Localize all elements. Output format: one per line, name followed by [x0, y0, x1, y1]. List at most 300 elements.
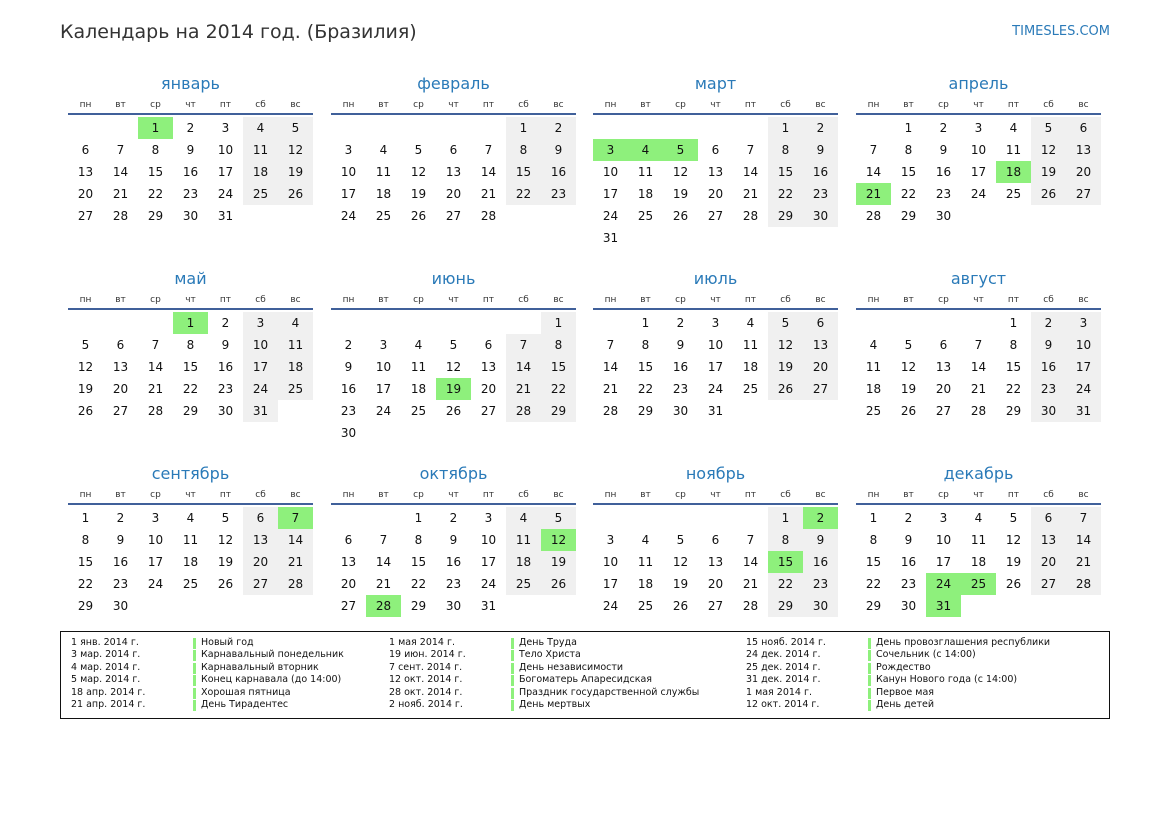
month-name: октябрь	[419, 464, 488, 483]
day-cell: 15	[410, 555, 427, 569]
days-grid	[68, 117, 313, 227]
legend-row	[746, 649, 1050, 661]
day-cell: 23	[935, 187, 952, 201]
empty-cell	[733, 117, 768, 139]
weekend-day-cell: 26	[768, 378, 803, 400]
day-cell: 22	[1005, 382, 1022, 396]
month-block	[331, 268, 576, 444]
day-cell: 17	[480, 555, 497, 569]
legend-date: 1 мая 2014 г.	[746, 686, 812, 698]
legend-holiday-name: Первое мая	[876, 686, 934, 698]
day-cell: 4	[186, 511, 195, 525]
day-cell: 29	[1005, 404, 1022, 418]
legend-holiday-name: Конец карнавала (до 14:00)	[201, 674, 342, 686]
month-name: февраль	[417, 74, 490, 93]
weekday-label: вт	[903, 100, 914, 110]
legend-column	[746, 637, 1050, 711]
weekend-day-cell: 11	[506, 529, 541, 551]
day-cell: 21	[742, 187, 759, 201]
day-cell: 19	[217, 555, 234, 569]
weekday-header	[593, 488, 838, 503]
day-cell: 9	[676, 338, 685, 352]
legend-row	[746, 637, 1050, 649]
day-cell: 6	[344, 533, 353, 547]
day-cell: 30	[112, 599, 129, 613]
weekend-day-cell: 31	[1066, 400, 1101, 422]
days-grid	[331, 312, 576, 444]
legend-holiday-name: День независимости	[519, 661, 624, 673]
month-block	[856, 463, 1101, 617]
legend-holiday-name: Сочельник (с 14:00)	[876, 649, 976, 661]
day-cell: 20	[935, 382, 952, 396]
holiday-day-cell: 18	[996, 161, 1031, 183]
day-cell: 24	[340, 209, 357, 223]
weekend-day-cell: 19	[768, 356, 803, 378]
weekday-label: ср	[413, 295, 424, 305]
day-cell: 1	[414, 511, 423, 525]
day-cell: 23	[340, 404, 357, 418]
day-cell: 3	[939, 511, 948, 525]
empty-cell	[698, 507, 733, 529]
weekend-day-cell: 6	[1066, 117, 1101, 139]
month-block	[593, 463, 838, 617]
day-cell: 16	[340, 382, 357, 396]
day-cell: 25	[375, 209, 392, 223]
day-cell: 9	[186, 143, 195, 157]
day-cell: 8	[186, 338, 195, 352]
day-cell: 2	[676, 316, 685, 330]
day-cell: 5	[1009, 511, 1018, 525]
holiday-day-cell: 1	[138, 117, 173, 139]
weekend-day-cell: 28	[278, 573, 313, 595]
weekday-label: чт	[448, 100, 459, 110]
day-cell: 6	[939, 338, 948, 352]
weekend-day-cell: 11	[243, 139, 278, 161]
weekday-label: пт	[744, 295, 757, 305]
days-grid	[331, 507, 576, 617]
weekday-label: пн	[604, 490, 617, 500]
legend-marker	[511, 663, 514, 674]
weekend-day-cell: 19	[278, 161, 313, 183]
weekend-day-cell: 7	[1066, 507, 1101, 529]
legend-holiday-name: День детей	[876, 698, 935, 710]
day-cell: 9	[904, 533, 913, 547]
weekday-label: пт	[219, 295, 232, 305]
day-cell: 21	[602, 382, 619, 396]
legend-row	[71, 662, 344, 674]
day-cell: 22	[77, 577, 94, 591]
day-cell: 3	[974, 121, 983, 135]
day-cell: 28	[742, 599, 759, 613]
day-cell: 12	[77, 360, 94, 374]
weekday-label: вт	[640, 295, 651, 305]
empty-cell	[366, 117, 401, 139]
empty-cell	[103, 312, 138, 334]
day-cell: 5	[904, 338, 913, 352]
day-cell: 20	[707, 577, 724, 591]
holiday-day-cell: 24	[926, 573, 961, 595]
weekend-day-cell: 14	[1066, 529, 1101, 551]
day-cell: 11	[637, 555, 654, 569]
weekday-label: чт	[448, 490, 459, 500]
legend-marker	[193, 638, 196, 649]
header-rule	[331, 113, 576, 115]
day-cell: 31	[707, 404, 724, 418]
day-cell: 28	[480, 209, 497, 223]
day-cell: 24	[602, 209, 619, 223]
weekday-label: вт	[903, 490, 914, 500]
site-link[interactable]: TIMESLES.COM	[1012, 24, 1110, 39]
day-cell: 14	[742, 555, 759, 569]
weekday-label: сб	[1043, 490, 1054, 500]
legend-row	[389, 699, 699, 711]
day-cell: 12	[900, 360, 917, 374]
legend-row	[746, 674, 1050, 686]
weekend-day-cell: 13	[803, 334, 838, 356]
weekend-day-cell: 29	[768, 595, 803, 617]
day-cell: 24	[480, 577, 497, 591]
legend-holiday-name: Праздник государственной службы	[519, 686, 700, 698]
day-cell: 31	[602, 231, 619, 245]
legend-date: 7 сент. 2014 г.	[389, 661, 463, 673]
day-cell: 14	[602, 360, 619, 374]
days-grid	[856, 312, 1101, 422]
day-cell: 9	[449, 533, 458, 547]
weekday-header	[331, 98, 576, 113]
legend-row	[71, 637, 344, 649]
weekday-label: вт	[640, 490, 651, 500]
empty-cell	[366, 507, 401, 529]
weekday-label: пн	[867, 295, 880, 305]
empty-cell	[401, 312, 436, 334]
weekday-label: ср	[413, 100, 424, 110]
day-cell: 29	[900, 209, 917, 223]
day-cell: 10	[217, 143, 234, 157]
day-cell: 8	[641, 338, 650, 352]
legend-row	[389, 649, 699, 661]
day-cell: 29	[182, 404, 199, 418]
day-cell: 12	[672, 165, 689, 179]
holiday-day-cell: 19	[436, 378, 471, 400]
day-cell: 27	[445, 209, 462, 223]
weekend-day-cell: 14	[506, 356, 541, 378]
weekday-label: сб	[255, 490, 266, 500]
day-cell: 10	[602, 165, 619, 179]
weekday-label: вт	[115, 295, 126, 305]
weekend-day-cell: 31	[243, 400, 278, 422]
day-cell: 18	[375, 187, 392, 201]
day-cell: 4	[1009, 121, 1018, 135]
day-cell: 26	[217, 577, 234, 591]
days-grid	[856, 117, 1101, 227]
month-name: январь	[161, 74, 220, 93]
day-cell: 5	[81, 338, 90, 352]
legend-holiday-name: Новый год	[201, 637, 254, 648]
weekend-day-cell: 6	[803, 312, 838, 334]
weekend-day-cell: 13	[1031, 529, 1066, 551]
day-cell: 25	[637, 599, 654, 613]
weekday-label: пн	[867, 100, 880, 110]
day-cell: 17	[707, 360, 724, 374]
weekend-day-cell: 18	[243, 161, 278, 183]
weekend-day-cell: 24	[1066, 378, 1101, 400]
weekend-day-cell: 3	[243, 312, 278, 334]
day-cell: 23	[182, 187, 199, 201]
day-cell: 3	[221, 121, 230, 135]
day-cell: 26	[1005, 577, 1022, 591]
empty-cell	[401, 117, 436, 139]
legend-row	[389, 637, 699, 649]
day-cell: 11	[182, 533, 199, 547]
day-cell: 15	[182, 360, 199, 374]
day-cell: 25	[1005, 187, 1022, 201]
day-cell: 14	[865, 165, 882, 179]
weekday-label: пн	[604, 100, 617, 110]
month-block	[856, 73, 1101, 227]
weekday-label: пт	[219, 100, 232, 110]
day-cell: 11	[865, 360, 882, 374]
weekday-label: вс	[290, 490, 301, 500]
day-cell: 17	[970, 165, 987, 179]
legend-date: 15 нояб. 2014 г.	[746, 637, 826, 648]
month-name: май	[174, 269, 207, 288]
header-rule	[856, 308, 1101, 310]
header-rule	[68, 113, 313, 115]
day-cell: 16	[445, 555, 462, 569]
weekend-day-cell: 2	[541, 117, 576, 139]
legend-holiday-name: День Труда	[519, 637, 577, 648]
header-rule	[68, 308, 313, 310]
day-cell: 1	[1009, 316, 1018, 330]
day-cell: 12	[672, 555, 689, 569]
day-cell: 21	[375, 577, 392, 591]
weekend-day-cell: 21	[506, 378, 541, 400]
day-cell: 16	[672, 360, 689, 374]
empty-cell	[68, 117, 103, 139]
day-cell: 10	[375, 360, 392, 374]
weekday-header	[331, 488, 576, 503]
weekday-label: вс	[1078, 490, 1089, 500]
weekday-label: ср	[938, 490, 949, 500]
day-cell: 14	[112, 165, 129, 179]
weekday-label: вс	[1078, 295, 1089, 305]
month-block	[331, 73, 576, 227]
empty-cell	[103, 117, 138, 139]
day-cell: 15	[147, 165, 164, 179]
weekend-day-cell: 15	[541, 356, 576, 378]
day-cell: 27	[935, 404, 952, 418]
weekend-day-cell: 28	[1066, 573, 1101, 595]
day-cell: 18	[637, 187, 654, 201]
day-cell: 3	[484, 511, 493, 525]
day-cell: 29	[865, 599, 882, 613]
weekend-day-cell: 19	[1031, 161, 1066, 183]
weekend-day-cell: 28	[506, 400, 541, 422]
empty-cell	[733, 507, 768, 529]
legend-marker	[868, 650, 871, 661]
empty-cell	[663, 117, 698, 139]
weekday-label: пн	[79, 295, 92, 305]
empty-cell	[856, 312, 891, 334]
empty-cell	[698, 117, 733, 139]
weekday-header	[593, 293, 838, 308]
weekend-day-cell: 22	[541, 378, 576, 400]
weekend-day-cell: 18	[278, 356, 313, 378]
weekday-label: вт	[378, 295, 389, 305]
weekday-label: пт	[219, 490, 232, 500]
weekday-header	[68, 293, 313, 308]
day-cell: 14	[480, 165, 497, 179]
day-cell: 22	[900, 187, 917, 201]
legend-marker	[868, 700, 871, 711]
day-cell: 10	[147, 533, 164, 547]
weekend-day-cell: 26	[541, 573, 576, 595]
weekday-label: вс	[815, 100, 826, 110]
day-cell: 19	[1005, 555, 1022, 569]
day-cell: 24	[602, 599, 619, 613]
weekday-label: сб	[518, 100, 529, 110]
day-cell: 7	[379, 533, 388, 547]
day-cell: 8	[904, 143, 913, 157]
day-cell: 27	[340, 599, 357, 613]
day-cell: 26	[77, 404, 94, 418]
weekday-label: ср	[675, 490, 686, 500]
day-cell: 19	[900, 382, 917, 396]
legend-row	[746, 699, 1050, 711]
weekend-day-cell: 15	[506, 161, 541, 183]
day-cell: 21	[742, 577, 759, 591]
day-cell: 16	[900, 555, 917, 569]
day-cell: 4	[869, 338, 878, 352]
day-cell: 11	[375, 165, 392, 179]
day-cell: 28	[112, 209, 129, 223]
weekend-day-cell: 27	[1031, 573, 1066, 595]
day-cell: 6	[116, 338, 125, 352]
day-cell: 24	[217, 187, 234, 201]
legend-row	[746, 662, 1050, 674]
header-rule	[593, 308, 838, 310]
day-cell: 7	[974, 338, 983, 352]
weekend-day-cell: 2	[1031, 312, 1066, 334]
day-cell: 9	[344, 360, 353, 374]
weekend-day-cell: 18	[506, 551, 541, 573]
day-cell: 17	[340, 187, 357, 201]
day-cell: 3	[606, 533, 615, 547]
weekday-label: ср	[150, 490, 161, 500]
day-cell: 2	[221, 316, 230, 330]
weekend-day-cell: 22	[506, 183, 541, 205]
legend-date: 24 дек. 2014 г.	[746, 649, 821, 661]
month-name: март	[694, 74, 737, 93]
day-cell: 11	[1005, 143, 1022, 157]
day-cell: 17	[217, 165, 234, 179]
day-cell: 15	[77, 555, 94, 569]
weekday-label: чт	[710, 490, 721, 500]
empty-cell	[68, 312, 103, 334]
weekend-day-cell: 20	[1066, 161, 1101, 183]
day-cell: 7	[869, 143, 878, 157]
empty-cell	[471, 312, 506, 334]
weekend-day-cell: 11	[278, 334, 313, 356]
legend-holiday-name: Тело Христа	[519, 649, 581, 661]
legend-holiday-name: День мертвых	[519, 698, 591, 710]
weekday-label: ср	[413, 490, 424, 500]
empty-cell	[506, 312, 541, 334]
weekday-label: вт	[115, 490, 126, 500]
day-cell: 18	[742, 360, 759, 374]
empty-cell	[891, 312, 926, 334]
days-grid	[68, 507, 313, 617]
day-cell: 7	[606, 338, 615, 352]
day-cell: 27	[707, 599, 724, 613]
days-grid	[593, 312, 838, 422]
legend-marker	[193, 650, 196, 661]
weekday-label: вт	[640, 100, 651, 110]
weekend-day-cell: 9	[803, 529, 838, 551]
weekend-day-cell: 30	[803, 205, 838, 227]
weekday-label: пн	[79, 100, 92, 110]
legend-row	[389, 674, 699, 686]
weekday-header	[856, 293, 1101, 308]
day-cell: 11	[410, 360, 427, 374]
day-cell: 18	[182, 555, 199, 569]
legend-date: 31 дек. 2014 г.	[746, 674, 821, 686]
day-cell: 7	[116, 143, 125, 157]
header-rule	[856, 503, 1101, 505]
day-cell: 13	[707, 555, 724, 569]
holiday-day-cell: 15	[768, 551, 803, 573]
weekday-label: пн	[867, 490, 880, 500]
day-cell: 22	[182, 382, 199, 396]
weekday-label: ср	[938, 100, 949, 110]
day-cell: 1	[641, 316, 650, 330]
day-cell: 24	[707, 382, 724, 396]
day-cell: 31	[217, 209, 234, 223]
weekend-day-cell: 17	[243, 356, 278, 378]
day-cell: 13	[935, 360, 952, 374]
holiday-day-cell: 31	[926, 595, 961, 617]
weekend-day-cell: 24	[243, 378, 278, 400]
weekday-label: пт	[1007, 100, 1020, 110]
weekday-label: чт	[185, 490, 196, 500]
day-cell: 21	[970, 382, 987, 396]
weekend-day-cell: 13	[1066, 139, 1101, 161]
day-cell: 13	[480, 360, 497, 374]
day-cell: 29	[77, 599, 94, 613]
day-cell: 20	[480, 382, 497, 396]
day-cell: 25	[182, 577, 199, 591]
day-cell: 25	[742, 382, 759, 396]
month-block	[68, 73, 313, 227]
empty-cell	[436, 117, 471, 139]
legend-row	[71, 699, 344, 711]
legend-date: 1 янв. 2014 г.	[71, 637, 139, 648]
weekend-day-cell: 5	[1031, 117, 1066, 139]
weekday-label: ср	[938, 295, 949, 305]
day-cell: 9	[116, 533, 125, 547]
header-rule	[856, 113, 1101, 115]
empty-cell	[138, 312, 173, 334]
day-cell: 5	[676, 533, 685, 547]
month-name: июль	[693, 269, 738, 288]
day-cell: 30	[672, 404, 689, 418]
holiday-day-cell: 12	[541, 529, 576, 551]
day-cell: 2	[186, 121, 195, 135]
weekday-label: вс	[553, 100, 564, 110]
weekday-label: вт	[378, 490, 389, 500]
day-cell: 11	[637, 165, 654, 179]
day-cell: 4	[641, 533, 650, 547]
